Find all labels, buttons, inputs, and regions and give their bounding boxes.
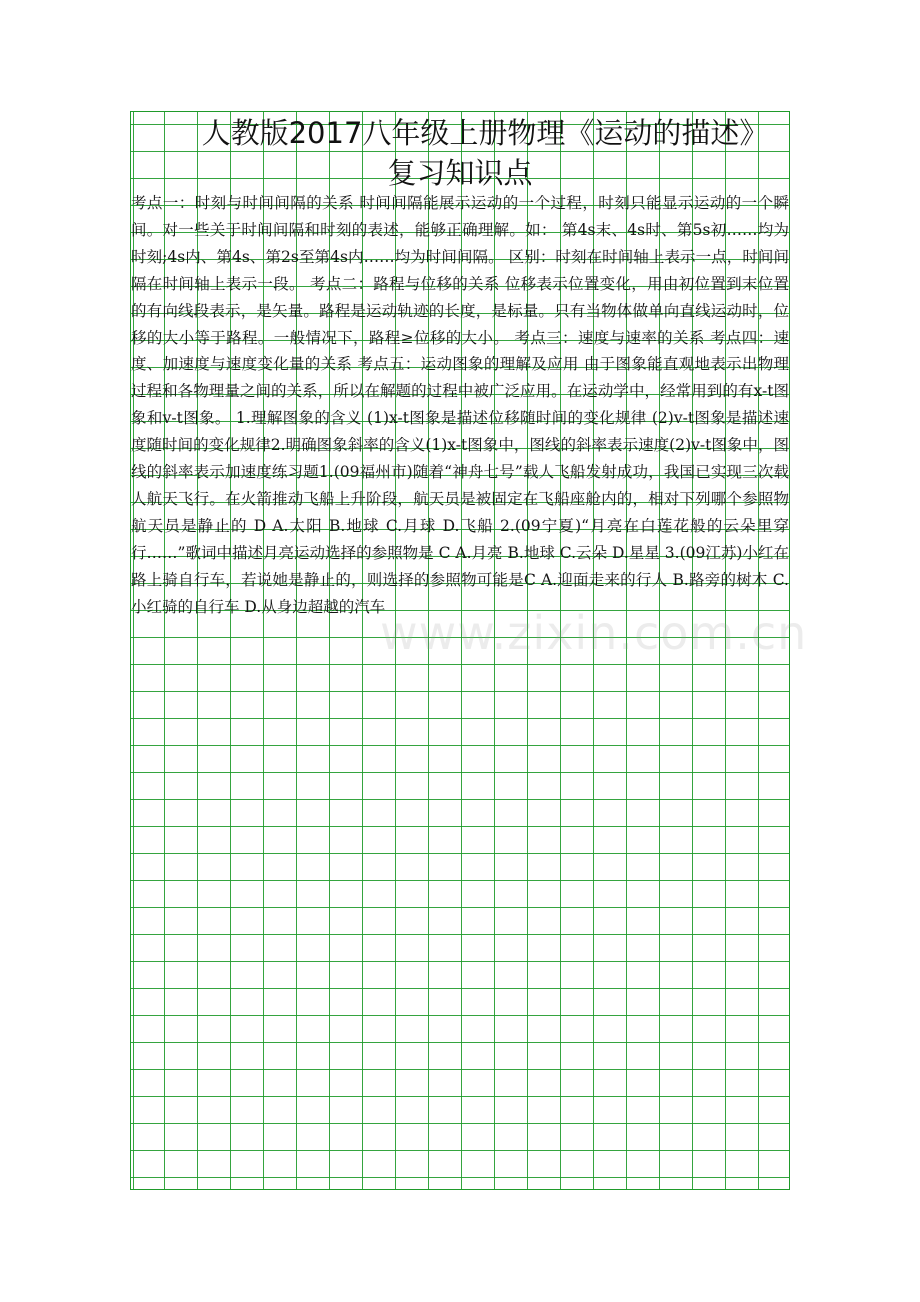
document-title bbox=[130, 111, 790, 193]
title-line-1: 人教版2017八年级上册物理《运动的描述》 bbox=[201, 116, 769, 150]
document-body-text: 考点一：时刻与时间间隔的关系 时间间隔能展示运动的一个过程，时刻只能显示运动的一个瞬间。对一些关于时间间隔和时刻的表述，能够正确理解。如： 第4s末、4s时、第5s初……均为时刻;4s内、第4s、第2s至第4s内……均为时间间隔。 区别：时刻在时间轴上表示一点，时间间隔在时间轴上表示一段。 考点二：路程与位移的关系 位移表示位置变化，用由初位置到末位置的有向线段表示，是矢量。路程是运动轨迹的长度，是标量。只有当物体做单向直线运动时，位移的大小等于路程。一般情况下，路程≥位移的大小。 考点三：速度与速率的关系 考点四：速度、加速度与速度变化量的关系 考点五：运动图象的理解及应用 由于图象能直观地表示出物理过程和各物理量之间的关系，所以在解题的过程中被广泛应用。在运动学中，经常用到的有x-t图象和v-t图象。 1.理解图象的含义 (1)x-t图象是描述位移随时间的变化规律 (2)v-t图象是描述速度随时间的变化规律2.明确图象斜率的含义(1)x-t图象中，图线的斜率表示速度(2)v-t图象中，图线的斜率表示加速度练习题1.(09福州市)随着“神舟七号”载人飞船发射成功，我国已实现三次载人航天飞行。在火箭推动飞船上升阶段，航天员是被固定在飞船座舱内的，相对下列哪个参照物航天员是静止的 D A.太阳 B.地球 C.月球 D.飞船 2.(09宁夏)“月亮在白莲花般的云朵里穿行……”歌词中描述月亮运动选择的参照物是 C A.月亮 B.地球 C.云朵 D.星星 3.(09江苏)小红在路上骑自行车，若说她是静止的，则选择的参照物可能是C A.迎面走来的行人 B.路旁的树木 C.小红骑的自行车 D.从身边超越的汽车 bbox=[131, 194, 789, 616]
title-line-2: 复习知识点 bbox=[387, 156, 533, 190]
